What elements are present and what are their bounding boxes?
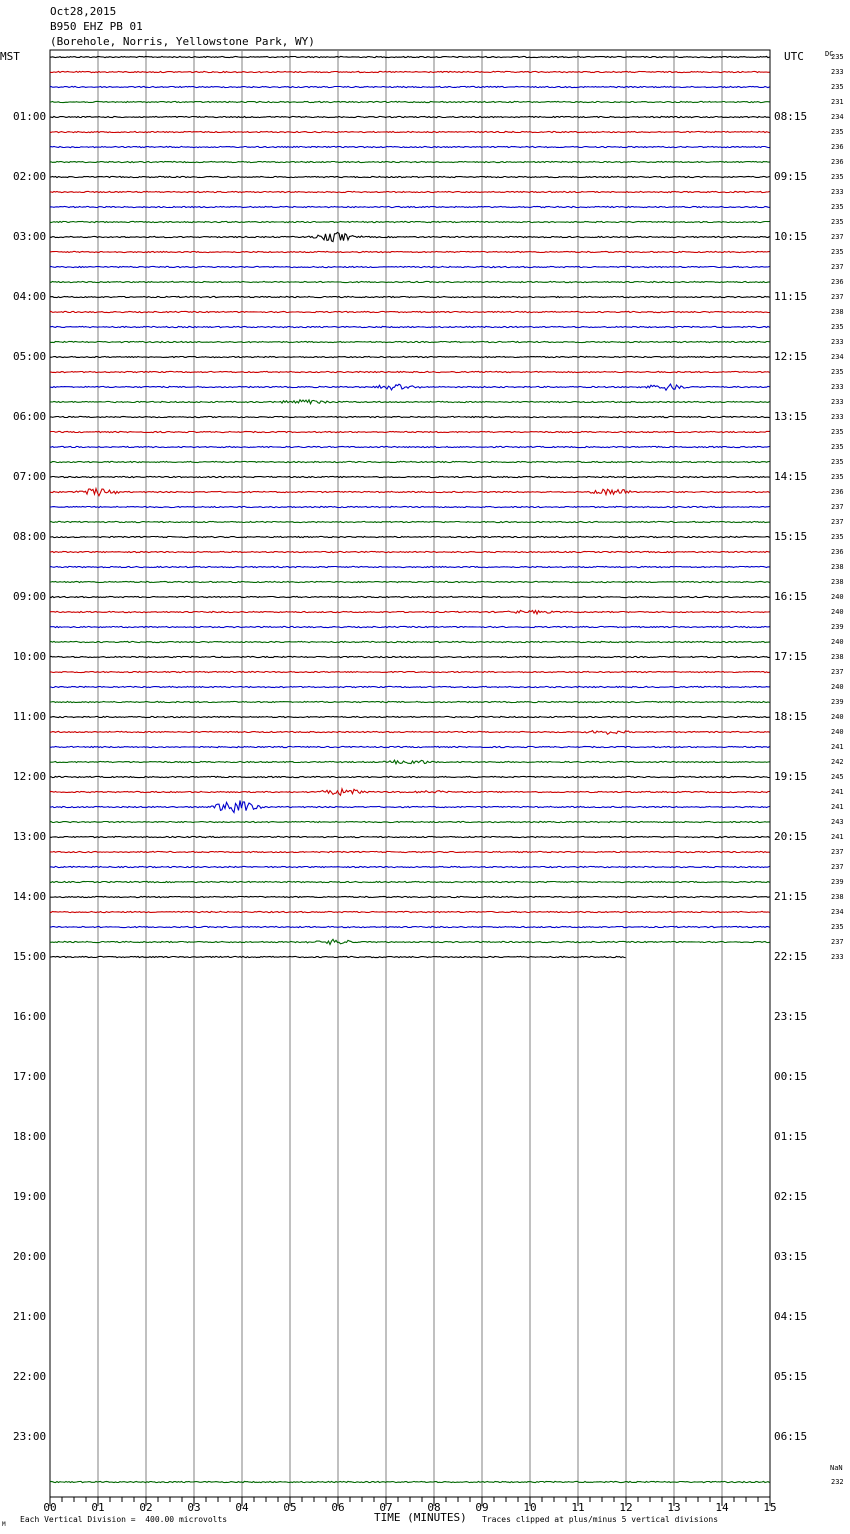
utc-label-05:15: 05:15 [774,1370,808,1383]
trace-12 [50,232,770,241]
dc-value-21: 235 [831,368,844,376]
utc-label-11:15: 11:15 [774,290,808,303]
x-tick-label-15: 15 [763,1501,777,1514]
x-tick-label-10: 10 [523,1501,537,1514]
trace-51 [50,821,770,822]
trace-43 [50,701,770,702]
dc-value-49: 241 [831,788,844,796]
x-tick-label-08: 08 [427,1501,441,1514]
dc-value-47: 242 [831,758,844,766]
dc-value-20: 234 [831,353,844,361]
trace-35 [50,581,770,582]
trace-18 [50,326,770,327]
dc-value-4: 234 [831,113,844,121]
utc-label-08:15: 08:15 [774,110,808,123]
utc-label-19:15: 19:15 [774,770,808,783]
utc-label-14:15: 14:15 [774,470,808,483]
trace-5 [50,131,770,132]
mst-label-09:00: 09:00 [13,590,47,603]
dc-value-53: 237 [831,848,844,856]
trace-34 [50,566,770,567]
trace-0 [50,56,770,57]
dc-value-45: 240 [831,728,844,736]
dc-value-34: 238 [831,563,844,571]
trace-7 [50,161,770,162]
dc-value-1: 233 [831,68,844,76]
utc-label-15:15: 15:15 [774,530,808,543]
mst-label-05:00: 05:00 [13,350,47,363]
dc-value-3: 231 [831,98,844,106]
dc-value-41: 237 [831,668,844,676]
mst-label-10:00: 10:00 [13,650,47,663]
header-date: Oct28,2015 [50,5,117,18]
mst-label-16:00: 16:00 [13,1010,47,1023]
trace-59 [50,939,770,944]
x-tick-label-01: 01 [91,1501,105,1514]
dc-value-60: 233 [831,953,844,961]
trace-58 [50,926,770,927]
trace-1 [50,71,770,72]
dc-value-52: 241 [831,833,844,841]
mst-label-06:00: 06:00 [13,410,47,423]
dc-value-54: 237 [831,863,844,871]
dc-value-22: 233 [831,383,844,391]
dc-value-50: 241 [831,803,844,811]
dc-value-44: 240 [831,713,844,721]
utc-label-01:15: 01:15 [774,1130,808,1143]
mst-label-02:00: 02:00 [13,170,47,183]
dc-value-5: 235 [831,128,844,136]
dc-value-12: 237 [831,233,844,241]
trace-2 [50,86,770,87]
trace-28 [50,476,770,477]
utc-label-23:15: 23:15 [774,1010,808,1023]
x-tick-label-06: 06 [331,1501,345,1514]
utc-label-12:15: 12:15 [774,350,808,363]
trace-4 [50,116,770,117]
dc-value-55: 239 [831,878,844,886]
dc-value-36: 240 [831,593,844,601]
dc-value-25: 235 [831,428,844,436]
mst-label-19:00: 19:00 [13,1190,47,1203]
header-location: (Borehole, Norris, Yellowstone Park, WY) [50,35,315,48]
trace-44 [50,716,770,717]
trace-52 [50,836,770,837]
x-tick-label-13: 13 [667,1501,681,1514]
trace-16 [50,296,770,297]
trace-33 [50,551,770,552]
dc-label: DC [825,50,834,58]
trace-57 [50,911,770,912]
dc-value-6: 236 [831,143,844,151]
trace-8 [50,176,770,177]
dc-value-19: 233 [831,338,844,346]
utc-label-06:15: 06:15 [774,1430,808,1443]
mst-label-20:00: 20:00 [13,1250,47,1263]
last-line-value: 232 [831,1478,844,1486]
trace-55 [50,881,770,882]
trace-23 [50,400,770,404]
trace-14 [50,266,770,267]
trace-25 [50,431,770,432]
dc-value-59: 237 [831,938,844,946]
x-tick-label-05: 05 [283,1501,297,1514]
trace-41 [50,671,770,672]
trace-31 [50,521,770,522]
utc-label-22:15: 22:15 [774,950,808,963]
dc-value-17: 238 [831,308,844,316]
trace-40 [50,656,770,657]
x-tick-label-02: 02 [139,1501,153,1514]
trace-11 [50,221,770,222]
clip-note: Traces clipped at plus/minus 5 vertical divisions [482,1515,719,1524]
trace-53 [50,851,770,852]
dc-value-29: 236 [831,488,844,496]
mst-zone-label: MST [0,50,20,63]
utc-label-13:15: 13:15 [774,410,808,423]
trace-39 [50,641,770,642]
utc-label-21:15: 21:15 [774,890,808,903]
trace-17 [50,311,770,312]
trace-22 [50,384,770,390]
x-tick-label-00: 00 [43,1501,57,1514]
dc-value-37: 240 [831,608,844,616]
mst-label-04:00: 04:00 [13,290,47,303]
dc-value-14: 237 [831,263,844,271]
dc-value-2: 235 [831,83,844,91]
utc-label-20:15: 20:15 [774,830,808,843]
dc-value-43: 239 [831,698,844,706]
trace-21 [50,371,770,372]
trace-6 [50,146,770,147]
mst-label-14:00: 14:00 [13,890,47,903]
utc-label-16:15: 16:15 [774,590,808,603]
trace-49 [50,789,770,796]
dc-value-33: 236 [831,548,844,556]
dc-value-7: 236 [831,158,844,166]
mst-label-17:00: 17:00 [13,1070,47,1083]
dc-value-9: 233 [831,188,844,196]
trace-20 [50,356,770,357]
mst-label-23:00: 23:00 [13,1430,47,1443]
trace-9 [50,191,770,192]
x-tick-label-09: 09 [475,1501,489,1514]
header-station: B950 EHZ PB 01 [50,20,143,33]
trace-bottom [50,1481,770,1482]
mst-label-21:00: 21:00 [13,1310,47,1323]
x-tick-label-14: 14 [715,1501,729,1514]
corner-mark: M [2,1521,6,1528]
dc-value-11: 235 [831,218,844,226]
trace-46 [50,746,770,747]
dc-value-56: 238 [831,893,844,901]
trace-15 [50,281,770,282]
dc-value-58: 235 [831,923,844,931]
last-line-label: NaN [830,1464,843,1472]
trace-36 [50,596,770,597]
dc-value-8: 235 [831,173,844,181]
utc-label-02:15: 02:15 [774,1190,808,1203]
trace-29 [50,489,770,496]
trace-42 [50,686,770,687]
dc-value-26: 235 [831,443,844,451]
utc-label-10:15: 10:15 [774,230,808,243]
trace-13 [50,251,770,252]
dc-value-48: 245 [831,773,844,781]
trace-19 [50,341,770,342]
trace-24 [50,416,770,417]
trace-50 [50,801,770,813]
dc-value-35: 238 [831,578,844,586]
scale-note: Each Vertical Division = 400.00 microvolts [20,1515,228,1524]
dc-value-31: 237 [831,518,844,526]
x-tick-label-07: 07 [379,1501,393,1514]
mst-label-22:00: 22:00 [13,1370,47,1383]
dc-value-18: 235 [831,323,844,331]
dc-value-15: 236 [831,278,844,286]
trace-56 [50,896,770,897]
trace-30 [50,506,770,507]
dc-value-57: 234 [831,908,844,916]
dc-value-42: 240 [831,683,844,691]
dc-value-38: 239 [831,623,844,631]
mst-label-15:00: 15:00 [13,950,47,963]
utc-label-03:15: 03:15 [774,1250,808,1263]
dc-value-46: 241 [831,743,844,751]
dc-value-0: 235 [831,53,844,61]
mst-label-11:00: 11:00 [13,710,47,723]
trace-27 [50,461,770,462]
mst-label-08:00: 08:00 [13,530,47,543]
mst-label-12:00: 12:00 [13,770,47,783]
trace-26 [50,446,770,447]
x-tick-label-11: 11 [571,1501,585,1514]
trace-10 [50,206,770,207]
dc-value-32: 235 [831,533,844,541]
utc-label-17:15: 17:15 [774,650,808,663]
dc-value-51: 243 [831,818,844,826]
mst-label-07:00: 07:00 [13,470,47,483]
x-tick-label-12: 12 [619,1501,633,1514]
dc-value-16: 237 [831,293,844,301]
utc-label-00:15: 00:15 [774,1070,808,1083]
dc-value-39: 240 [831,638,844,646]
mst-label-13:00: 13:00 [13,830,47,843]
trace-47 [50,760,770,764]
trace-54 [50,866,770,867]
trace-38 [50,626,770,627]
x-tick-label-03: 03 [187,1501,201,1514]
mst-label-01:00: 01:00 [13,110,47,123]
trace-48 [50,776,770,777]
x-tick-label-04: 04 [235,1501,249,1514]
dc-value-13: 235 [831,248,844,256]
dc-value-30: 237 [831,503,844,511]
dc-value-28: 235 [831,473,844,481]
mst-label-18:00: 18:00 [13,1130,47,1143]
dc-value-10: 235 [831,203,844,211]
utc-zone-label: UTC [784,50,804,63]
utc-label-18:15: 18:15 [774,710,808,723]
trace-32 [50,536,770,537]
dc-value-40: 238 [831,653,844,661]
dc-value-24: 233 [831,413,844,421]
x-axis-title: TIME (MINUTES) [374,1511,467,1524]
trace-3 [50,101,770,102]
trace-45 [50,731,770,735]
mst-label-03:00: 03:00 [13,230,47,243]
trace-37 [50,610,770,614]
dc-value-27: 235 [831,458,844,466]
utc-label-09:15: 09:15 [774,170,808,183]
utc-label-04:15: 04:15 [774,1310,808,1323]
dc-value-23: 233 [831,398,844,406]
